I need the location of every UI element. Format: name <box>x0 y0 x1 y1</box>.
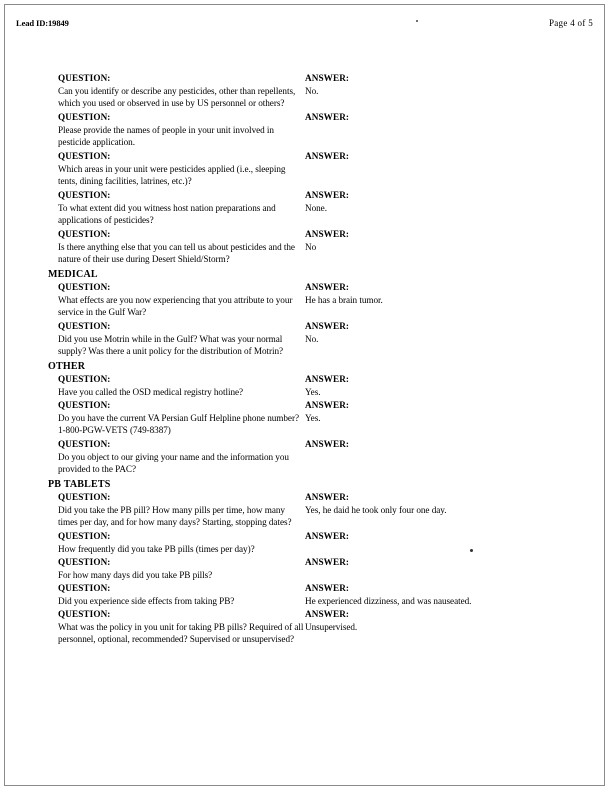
question-label: QUESTION: <box>58 583 111 593</box>
question-text: Did you use Motrin while in the Gulf? What was your normal supply? Was there a unit policy for the distribution of Motrin? <box>58 334 284 357</box>
question-label: QUESTION: <box>58 492 111 502</box>
lead-id: Lead ID:19849 <box>16 18 69 28</box>
answer-column <box>305 608 590 633</box>
answer-label: ANSWER: <box>305 374 350 384</box>
question-column <box>58 320 306 358</box>
question-text: Do you object to our giving your name and the information you provided to the PAC? <box>58 452 289 475</box>
answer-text: None. <box>305 203 327 213</box>
answer-column <box>305 491 590 516</box>
qa-block <box>0 111 611 150</box>
answer-column <box>305 189 590 214</box>
qa-block <box>0 373 611 399</box>
question-label: QUESTION: <box>58 190 111 200</box>
section-heading: PB TABLETS <box>48 479 111 490</box>
qa-block <box>0 608 611 647</box>
qa-block <box>0 189 611 228</box>
answer-label: ANSWER: <box>305 492 350 502</box>
header-speck <box>416 20 418 22</box>
question-text: To what extent did you witness host nation preparations and applications of pesticides? <box>58 203 276 226</box>
question-text: Did you take the PB pill? How many pills per time, how many times per day, and for how many days? Starting, stopping dates? <box>58 505 292 528</box>
answer-label: ANSWER: <box>305 73 350 83</box>
qa-block <box>0 530 611 556</box>
question-text: For how many days did you take PB pills? <box>58 570 213 580</box>
question-label: QUESTION: <box>58 531 111 541</box>
question-column <box>58 399 306 437</box>
answer-column <box>305 72 590 97</box>
qa-block <box>0 228 611 267</box>
qa-block <box>0 399 611 438</box>
question-label: QUESTION: <box>58 282 111 292</box>
question-text: Can you identify or describe any pesticides, other than repellents, which you used or observed in use by US personnel or others? <box>58 86 296 109</box>
answer-text: Yes. <box>305 413 321 423</box>
question-text: How frequently did you take PB pills (times per day)? <box>58 544 255 554</box>
question-column <box>58 228 306 266</box>
question-label: QUESTION: <box>58 557 111 567</box>
question-text: Do you have the current VA Persian Gulf Helpline phone number? 1-800-PGW-VETS (749-8387) <box>58 413 299 436</box>
question-text: What effects are you now experiencing that you attribute to your service in the Gulf War? <box>58 295 293 318</box>
question-column <box>58 150 306 188</box>
page-header <box>0 18 611 36</box>
answer-column <box>305 582 590 607</box>
answer-label: ANSWER: <box>305 531 350 541</box>
section-heading: MEDICAL <box>48 269 98 280</box>
question-label: QUESTION: <box>58 374 111 384</box>
question-column <box>58 556 306 581</box>
answer-label: ANSWER: <box>305 151 350 161</box>
question-column <box>58 608 306 646</box>
answer-text: Yes, he daid he took only four one day. <box>305 505 447 515</box>
answer-column <box>305 438 590 451</box>
qa-block <box>0 150 611 189</box>
question-label: QUESTION: <box>58 439 111 449</box>
question-column <box>58 189 306 227</box>
question-label: QUESTION: <box>58 609 111 619</box>
question-text: Have you called the OSD medical registry hotline? <box>58 387 244 397</box>
question-column <box>58 373 306 398</box>
answer-label: ANSWER: <box>305 321 350 331</box>
question-text: Which areas in your unit were pesticides applied (i.e., sleeping tents, dining facilities, latrines, etc.)? <box>58 164 286 187</box>
answer-text: No. <box>305 86 319 96</box>
question-column <box>58 491 306 529</box>
question-column <box>58 530 306 555</box>
answer-column <box>305 281 590 306</box>
answer-column <box>305 320 590 345</box>
question-column <box>58 438 306 476</box>
question-label: QUESTION: <box>58 321 111 331</box>
answer-text: Yes. <box>305 387 321 397</box>
answer-column <box>305 150 590 163</box>
section-heading: OTHER <box>48 361 86 372</box>
qa-block <box>0 281 611 320</box>
qa-block <box>0 582 611 608</box>
question-column <box>58 72 306 110</box>
answer-text: No. <box>305 334 319 344</box>
question-label: QUESTION: <box>58 151 111 161</box>
qa-block <box>0 438 611 477</box>
answer-label: ANSWER: <box>305 583 350 593</box>
answer-column <box>305 399 590 424</box>
answer-text: No <box>305 242 317 252</box>
page-number: Page 4 of 5 <box>548 18 593 28</box>
answer-column <box>305 228 590 253</box>
answer-column <box>305 111 590 124</box>
answer-label: ANSWER: <box>305 557 350 567</box>
question-column <box>58 111 306 149</box>
answer-label: ANSWER: <box>305 190 350 200</box>
answer-text: Unsupervised. <box>305 622 358 632</box>
answer-label: ANSWER: <box>305 229 350 239</box>
question-text: What was the policy in you unit for taking PB pills? Required of all personnel, optional, recommended? Supervised or unsupervised? <box>58 622 304 645</box>
answer-label: ANSWER: <box>305 609 350 619</box>
answer-text: He has a brain tumor. <box>305 295 383 305</box>
question-text: Is there anything else that you can tell us about pesticides and the nature of their use during Desert Shield/Storm? <box>58 242 295 265</box>
question-label: QUESTION: <box>58 112 111 122</box>
question-text: Please provide the names of people in your unit involved in pesticide application. <box>58 125 274 148</box>
qa-block <box>0 320 611 359</box>
answer-label: ANSWER: <box>305 112 350 122</box>
answer-column <box>305 556 590 569</box>
question-text: Did you experience side effects from taking PB? <box>58 596 235 606</box>
answer-label: ANSWER: <box>305 282 350 292</box>
question-label: QUESTION: <box>58 73 111 83</box>
question-column <box>58 281 306 319</box>
answer-column <box>305 373 590 398</box>
qa-block <box>0 72 611 111</box>
answer-column <box>305 530 590 543</box>
qa-content <box>0 72 611 647</box>
answer-label: ANSWER: <box>305 439 350 449</box>
question-column <box>58 582 306 607</box>
question-label: QUESTION: <box>58 229 111 239</box>
qa-block <box>0 491 611 530</box>
qa-block <box>0 556 611 582</box>
answer-label: ANSWER: <box>305 400 350 410</box>
question-label: QUESTION: <box>58 400 111 410</box>
answer-text: He experienced dizziness, and was nauseated. <box>305 596 472 606</box>
